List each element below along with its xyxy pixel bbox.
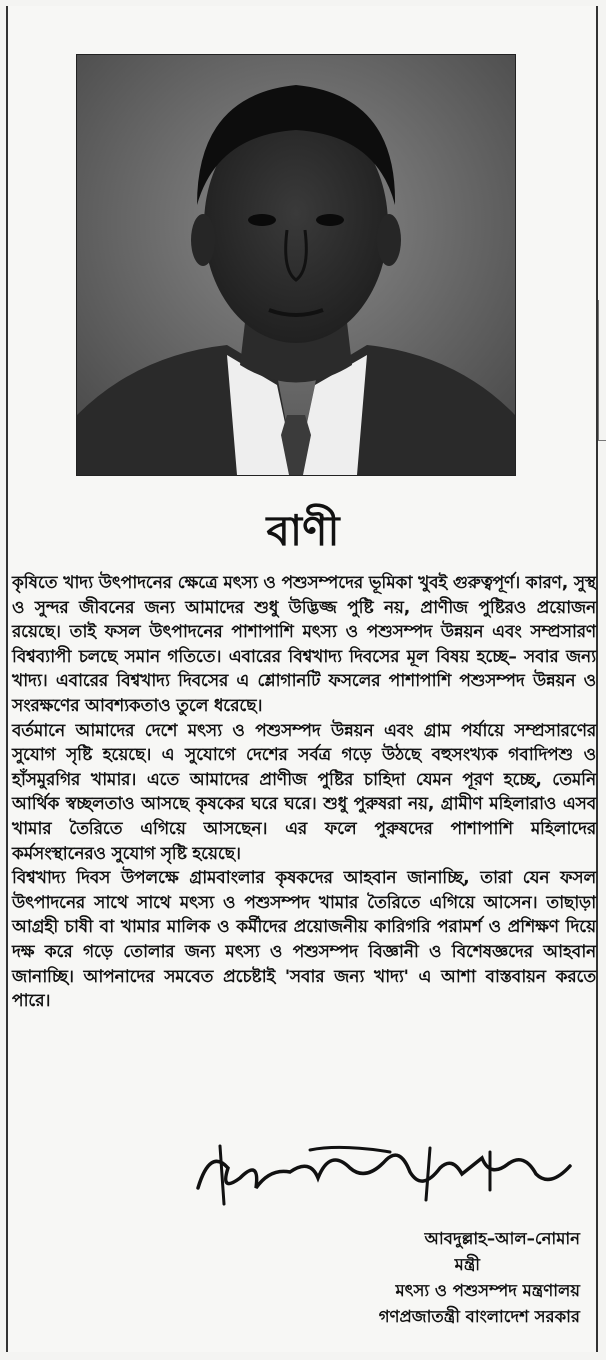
adjacent-column-border bbox=[598, 300, 606, 441]
signatory-title: মন্ত্রী bbox=[454, 1255, 480, 1274]
page-title: বাণী bbox=[266, 506, 340, 555]
paragraph: কৃষিতে খাদ্য উৎপাদনের ক্ষেত্রে মৎস্য ও পশুসম্পদের ভূমিকা খুবই গুরুত্বপূর্ণ। কারণ, সুস্থ ও সুন্দর জীবনের জন্য আমাদের শুধু উদ্ভিজ্জ পুষ্টি নয়, প্রাণীজ পুষ্টিরও প্রয়োজন রয়েছে। তাই ফসল উৎপাদনের পাশাপাশি মৎস্য ও পশুসম্পদ উন্নয়ন এবং সম্প্রসারণ বিশ্বব্যাপী চলছে সমান গতিতে। এবারের বিশ্বখাদ্য দিবসের মূল বিষয় হচ্ছে– সবার জন্য খাদ্য। এবারের বিশ্বখাদ্য দিবসের এ শ্লোগানটি ফসলের পাশাপাশি পশুসম্পদ উন্নয়ন ও সংরক্ষণের আবশ্যকতাও তুলে ধরেছে। bbox=[12, 573, 596, 716]
paragraph: বর্তমানে আমাদের দেশে মৎস্য ও পশুসম্পদ উন্নয়ন এবং গ্রাম পর্যায়ে সম্প্রসারণের সুযোগ সৃষ্টি হয়েছে। এ সুযোগে দেশের সর্বত্র গড়ে উঠছে বহুসংখ্যক গবাদিপশু ও হাঁসমুরগির খামার। এতে আমাদের প্রাণীজ পুষ্টির চাহিদা যেমন পূরণ হচ্ছে, তেমনি আর্থিক স্বচ্ছলতাও আসছে কৃষকের ঘরে ঘরে। শুধু পুরুষরা নয়, গ্রামীণ মহিলারাও এসব খামার তৈরিতে এগিয়ে আসছেন। এর ফলে পুরুষদের পাশাপাশি মহিলাদের কর্মসংস্থানেরও সুযোগ সৃষ্টি হয়েছে। bbox=[12, 720, 596, 864]
signatory-ministry: মৎস্য ও পশুসম্পদ মন্ত্রণালয় bbox=[395, 1281, 580, 1300]
signatory-block bbox=[280, 1226, 580, 1330]
signatory-government: গণপ্রজাতন্ত্রী বাংলাদেশ সরকার bbox=[378, 1307, 580, 1326]
paragraph: বিশ্বখাদ্য দিবস উপলক্ষে গ্রামবাংলার কৃষকদের আহবান জানাচ্ছি, তারা যেন ফসল উৎপাদনের সাথে সাথে মৎস্য ও পশুসম্পদ খামার তৈরিতে এগিয়ে আসেন। তাছাড়া আগ্রহী চাষী বা খামার মালিক ও কর্মীদের প্রয়োজনীয় কারিগরি পরামর্শ ও প্রশিক্ষণ দিয়ে দক্ষ করে গড়ে তোলার জন্য মৎস্য ও পশুসম্পদ বিজ্ঞানী ও বিশেষজ্ঞদের আহবান জানাচ্ছি। আপনাদের সমবেত প্রচেষ্টাই 'সবার জন্য খাদ্য' এ আশা বাস্তবায়ন করতে পারে। bbox=[12, 868, 596, 1012]
portrait-photo bbox=[76, 54, 516, 476]
message-body bbox=[12, 571, 596, 1014]
handwritten-signature bbox=[190, 1138, 580, 1210]
signatory-name: আবদুল্লাহ–আল–নোমান bbox=[424, 1229, 580, 1248]
